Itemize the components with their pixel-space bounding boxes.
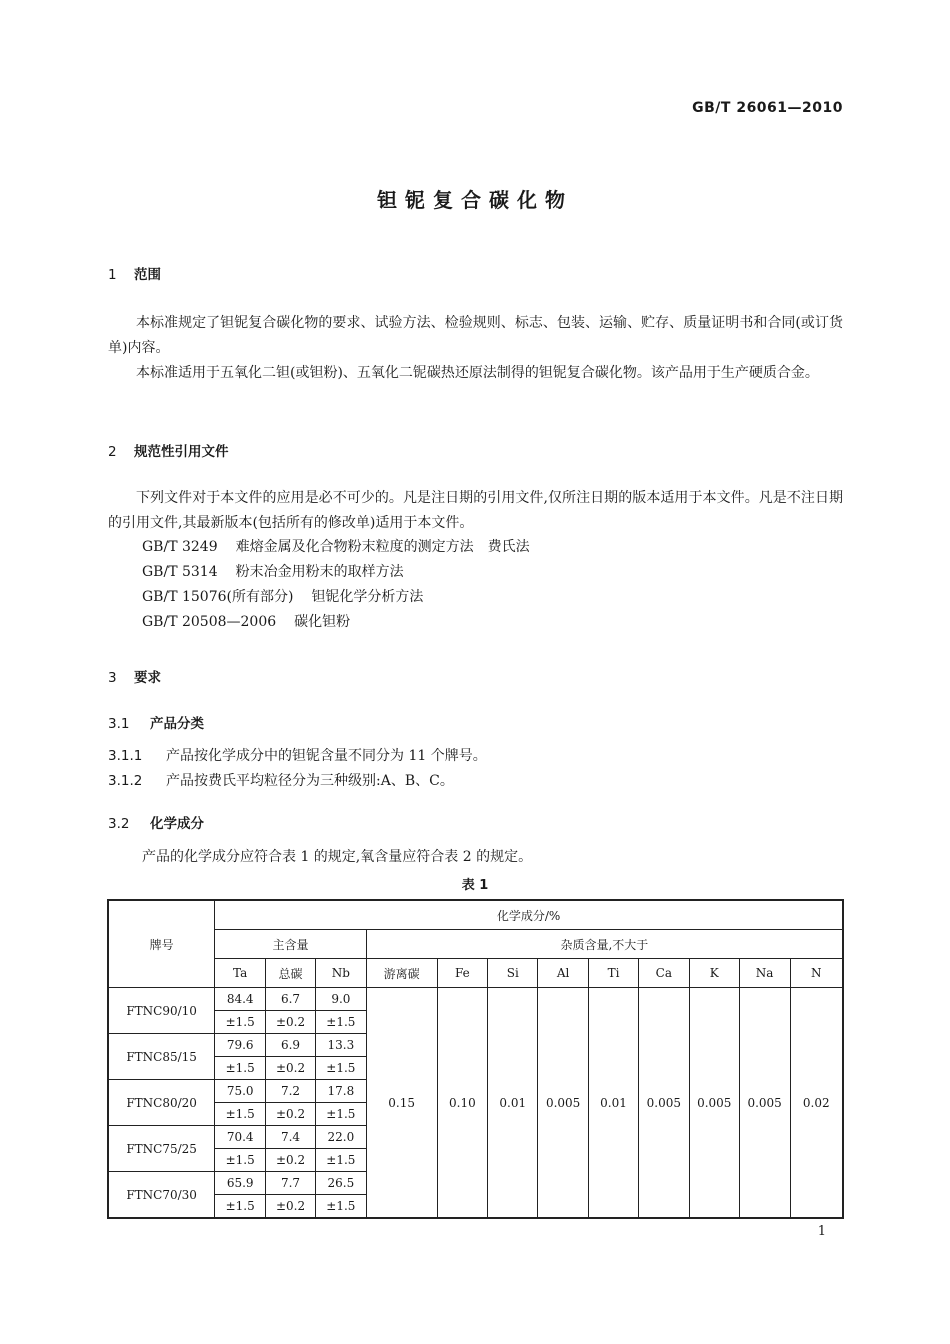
section-number: 1	[108, 267, 117, 283]
reference-item	[142, 586, 423, 606]
col-header: Ca	[638, 959, 689, 988]
section-2-heading	[108, 440, 229, 460]
ta-tolerance: ±1.5	[215, 1011, 266, 1034]
ta-tolerance: ±1.5	[215, 1149, 266, 1172]
impurity-ca: 0.005	[638, 988, 689, 1219]
grade-cell: FTNC80/20	[108, 1080, 215, 1126]
impurity-na: 0.005	[739, 988, 790, 1219]
clause-number: 3.1.2	[108, 773, 143, 789]
section-title: 规范性引用文件	[134, 444, 229, 460]
header-impurity: 杂质含量,不大于	[366, 930, 843, 959]
section-title: 要求	[134, 670, 161, 686]
section-3-heading	[108, 666, 161, 686]
col-header: 总碳	[266, 959, 316, 988]
reference-code: GB/T 20508—2006	[142, 614, 277, 630]
carbon-tolerance: ±0.2	[266, 1195, 316, 1219]
section-number: 3.2	[108, 816, 130, 832]
section-3-2-heading	[108, 812, 204, 832]
reference-item	[142, 561, 404, 581]
grade-cell: FTNC70/30	[108, 1172, 215, 1219]
reference-code: GB/T 3249	[142, 539, 218, 555]
paragraph-chemical-composition: 产品的化学成分应符合表 1 的规定,氧含量应符合表 2 的规定。	[142, 849, 533, 865]
clause-text: 产品按费氏平均粒径分为三种级别:A、B、C。	[166, 773, 454, 789]
col-header: K	[689, 959, 739, 988]
nb-value: 9.0	[315, 988, 366, 1011]
reference-title: 钽铌化学分析方法	[311, 589, 424, 605]
nb-value: 26.5	[315, 1172, 366, 1195]
nb-value: 17.8	[315, 1080, 366, 1103]
standard-code: GB/T 26061—2010	[692, 100, 843, 116]
carbon-value: 7.2	[266, 1080, 316, 1103]
ta-value: 84.4	[215, 988, 266, 1011]
carbon-tolerance: ±0.2	[266, 1103, 316, 1126]
impurity-n: 0.02	[790, 988, 843, 1219]
reference-code: GB/T 5314	[142, 564, 218, 580]
col-header: N	[790, 959, 843, 988]
nb-value: 13.3	[315, 1034, 366, 1057]
paragraph-scope-2: 本标准适用于五氧化二钽(或钽粉)、五氧化二铌碳热还原法制得的钽铌复合碳化物。该产品用于生产硬质合金。	[136, 365, 819, 381]
nb-tolerance: ±1.5	[315, 1149, 366, 1172]
ta-tolerance: ±1.5	[215, 1195, 266, 1219]
clause-3-1-1	[108, 744, 487, 769]
col-header: 游离碳	[366, 959, 437, 988]
ta-value: 75.0	[215, 1080, 266, 1103]
section-1-heading	[108, 263, 161, 283]
carbon-value: 7.4	[266, 1126, 316, 1149]
col-header: Na	[739, 959, 790, 988]
nb-tolerance: ±1.5	[315, 1057, 366, 1080]
ta-value: 79.6	[215, 1034, 266, 1057]
col-header: Ti	[589, 959, 639, 988]
carbon-value: 6.9	[266, 1034, 316, 1057]
carbon-tolerance: ±0.2	[266, 1011, 316, 1034]
chemical-composition-table	[107, 899, 844, 1219]
carbon-value: 6.7	[266, 988, 316, 1011]
impurity-fe: 0.10	[437, 988, 488, 1219]
section-number: 2	[108, 444, 117, 460]
impurity-k: 0.005	[689, 988, 739, 1219]
reference-title: 碳化钽粉	[294, 614, 351, 630]
section-number: 3.1	[108, 716, 130, 732]
reference-title: 难熔金属及化合物粉末粒度的测定方法 费氏法	[235, 539, 530, 555]
reference-title: 粉末冶金用粉末的取样方法	[235, 564, 404, 580]
clause-text: 产品按化学成分中的钽铌含量不同分为 11 个牌号。	[166, 748, 487, 764]
ta-value: 65.9	[215, 1172, 266, 1195]
impurity-al: 0.005	[538, 988, 589, 1219]
carbon-value: 7.7	[266, 1172, 316, 1195]
impurity-si: 0.01	[488, 988, 538, 1219]
paragraph-scope-1: 本标准规定了钽铌复合碳化物的要求、试验方法、检验规则、标志、包装、运输、贮存、质量证明书和合同(或订货单)内容。	[108, 315, 843, 356]
reference-code: GB/T 15076(所有部分)	[142, 589, 294, 605]
clause-number: 3.1.1	[108, 748, 143, 764]
grade-cell: FTNC75/25	[108, 1126, 215, 1172]
header-chemical-composition: 化学成分/%	[215, 900, 843, 930]
impurity-ti: 0.01	[589, 988, 639, 1219]
reference-item	[142, 611, 350, 631]
col-header: Nb	[315, 959, 366, 988]
col-header: Al	[538, 959, 589, 988]
header-main-content: 主含量	[215, 930, 367, 959]
ta-tolerance: ±1.5	[215, 1057, 266, 1080]
section-number: 3	[108, 670, 117, 686]
grade-cell: FTNC85/15	[108, 1034, 215, 1080]
col-header: Si	[488, 959, 538, 988]
paragraph-normative-refs: 下列文件对于本文件的应用是必不可少的。凡是注日期的引用文件,仅所注日期的版本适用于本文件。凡是不注日期的引用文件,其最新版本(包括所有的修改单)适用于本文件。	[108, 490, 843, 531]
section-3-1-heading	[108, 712, 204, 732]
nb-value: 22.0	[315, 1126, 366, 1149]
clause-3-1-2	[108, 769, 454, 794]
table-caption: 表 1	[461, 878, 489, 893]
ta-value: 70.4	[215, 1126, 266, 1149]
col-header: Fe	[437, 959, 488, 988]
nb-tolerance: ±1.5	[315, 1011, 366, 1034]
carbon-tolerance: ±0.2	[266, 1057, 316, 1080]
ta-tolerance: ±1.5	[215, 1103, 266, 1126]
header-grade: 牌号	[108, 900, 215, 988]
col-header: Ta	[215, 959, 266, 988]
section-title: 化学成分	[150, 816, 204, 832]
page-number: 1	[817, 1224, 826, 1239]
section-title: 范围	[134, 267, 161, 283]
nb-tolerance: ±1.5	[315, 1103, 366, 1126]
section-title: 产品分类	[150, 716, 204, 732]
document-title: 钽铌复合碳化物	[377, 188, 573, 212]
impurity-free-carbon: 0.15	[366, 988, 437, 1219]
nb-tolerance: ±1.5	[315, 1195, 366, 1219]
reference-item	[142, 536, 530, 556]
grade-cell: FTNC90/10	[108, 988, 215, 1034]
carbon-tolerance: ±0.2	[266, 1149, 316, 1172]
